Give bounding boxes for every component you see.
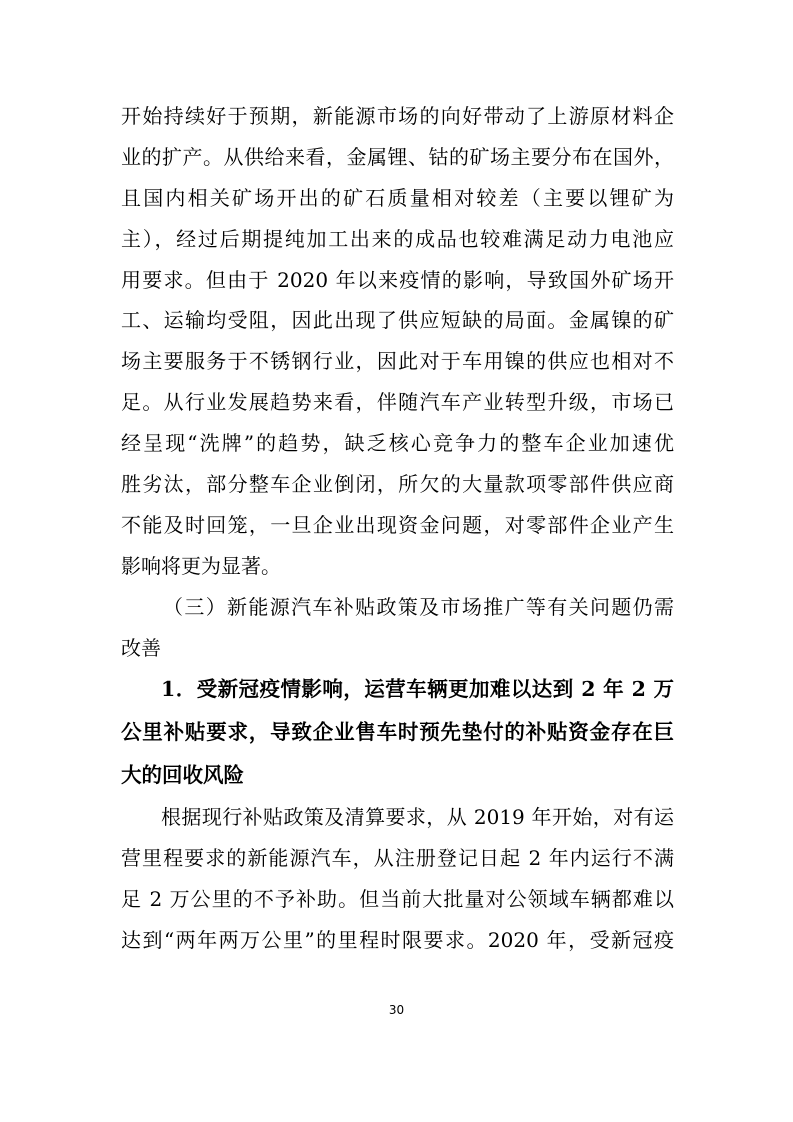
text-line: 足。从行业发展趋势来看，伴随汽车产业转型升级，市场已: [121, 390, 674, 415]
section-heading-line: 改善: [121, 635, 161, 660]
sub-heading-line: 公里补贴要求，导致企业售车时预先垫付的补贴资金存在巨: [121, 720, 674, 745]
text-line: 业的扩产。从供给来看，金属锂、钴的矿场主要分布在国外，: [121, 144, 674, 169]
text-line: 工、运输均受阻，因此出现了供应短缺的局面。金属镍的矿: [121, 308, 674, 333]
sub-heading: [121, 668, 674, 797]
text-line: 用要求。但由于 2020 年以来疫情的影响，导致国外矿场开: [121, 267, 674, 292]
page-number: 30: [388, 1003, 405, 1017]
text-line: 经呈现“洗牌”的趋势，缺乏核心竞争力的整车企业加速优: [121, 431, 674, 456]
sub-heading-line: 1．受新冠疫情影响，运营车辆更加难以达到 2 年 2 万: [161, 677, 674, 702]
sub-heading-line: 大的回收风险: [121, 763, 244, 788]
paragraph-subsidy-requirements: [121, 797, 674, 961]
page-body: [121, 96, 674, 961]
text-line: 不能及时回笼，一旦企业出现资金问题，对零部件企业产生: [121, 512, 674, 537]
text-line: 影响将更为显著。: [121, 553, 281, 578]
section-heading: [121, 587, 674, 669]
text-line: 营里程要求的新能源汽车，从注册登记日起 2 年内运行不满: [121, 846, 674, 871]
text-line: 足 2 万公里的不予补助。但当前大批量对公领域车辆都难以: [121, 887, 674, 912]
text-line: 主），经过后期提纯加工出来的成品也较难满足动力电池应: [121, 226, 674, 251]
text-line: 开始持续好于预期，新能源市场的向好带动了上游原材料企: [121, 104, 674, 128]
paragraph-supply-issues: [121, 96, 674, 587]
text-line: 达到“两年两万公里”的里程时限要求。2020 年，受新冠疫: [121, 928, 674, 953]
section-heading-line: （三）新能源汽车补贴政策及市场推广等有关问题仍需: [163, 594, 674, 619]
text-line: 根据现行补贴政策及清算要求，从 2019 年开始，对有运: [161, 805, 674, 830]
text-line: 且国内相关矿场开出的矿石质量相对较差（主要以锂矿为: [121, 185, 674, 210]
text-line: 胜劣汰，部分整车企业倒闭，所欠的大量款项零部件供应商: [121, 472, 674, 497]
text-line: 场主要服务于不锈钢行业，因此对于车用镍的供应也相对不: [121, 349, 674, 374]
